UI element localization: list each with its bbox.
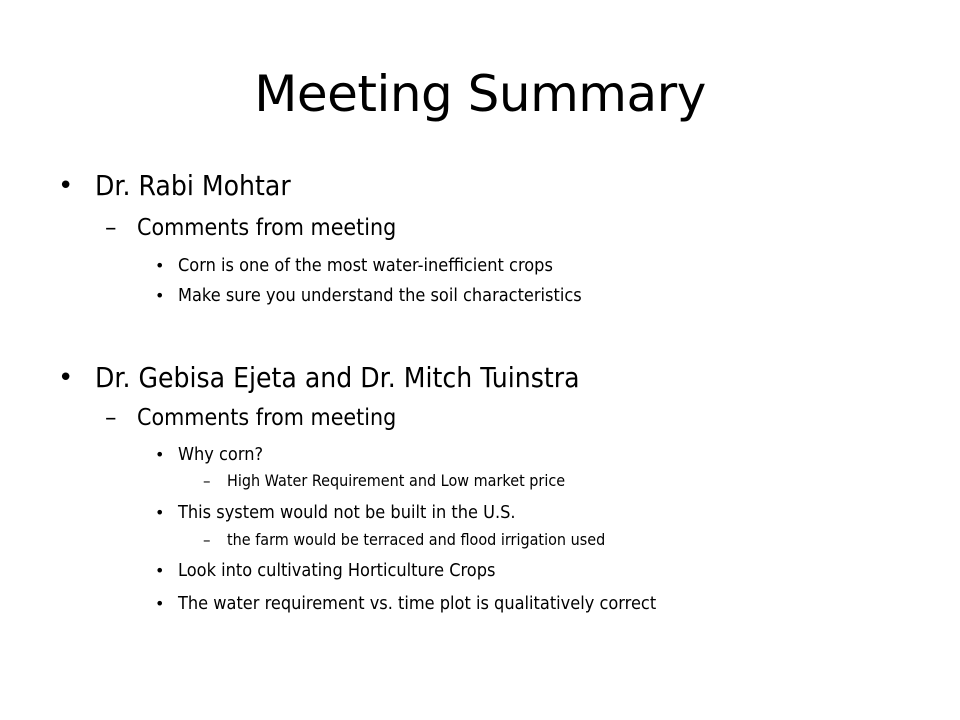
- bullet-marker: •: [155, 503, 165, 522]
- point-corn-water-inefficient: Corn is one of the most water-inefficient crops: [178, 255, 553, 276]
- bullet-marker: •: [155, 256, 165, 275]
- bullet-marker: •: [58, 363, 74, 393]
- detail-terraced-flood-irrigation: the farm would be terraced and flood irrigation used: [227, 530, 606, 549]
- slide-title: Meeting Summary: [254, 65, 706, 123]
- dash-marker: –: [203, 472, 211, 490]
- point-water-requirement-plot: The water requirement vs. time plot is qualitatively correct: [178, 593, 657, 614]
- dash-marker: –: [105, 405, 117, 431]
- point-horticulture-crops: Look into cultivating Horticulture Crops: [178, 560, 496, 581]
- dash-marker: –: [203, 531, 211, 549]
- bullet-dr-rabi-mohtar: Dr. Rabi Mohtar: [95, 169, 291, 202]
- point-soil-characteristics: Make sure you understand the soil characteristics: [178, 285, 582, 306]
- bullet-marker: •: [155, 561, 165, 580]
- bullet-marker: •: [58, 171, 74, 201]
- sub-bullet-comments: Comments from meeting: [137, 405, 397, 431]
- bullet-marker: •: [155, 445, 165, 464]
- point-why-corn: Why corn?: [178, 444, 264, 465]
- bullet-marker: •: [155, 286, 165, 305]
- detail-high-water-requirement: High Water Requirement and Low market price: [227, 471, 566, 490]
- bullet-ejeta-tuinstra: Dr. Gebisa Ejeta and Dr. Mitch Tuinstra: [95, 361, 580, 394]
- point-not-built-in-us: This system would not be built in the U.S.: [178, 502, 516, 523]
- sub-bullet-comments: Comments from meeting: [137, 215, 397, 241]
- dash-marker: –: [105, 215, 117, 241]
- bullet-marker: •: [155, 594, 165, 613]
